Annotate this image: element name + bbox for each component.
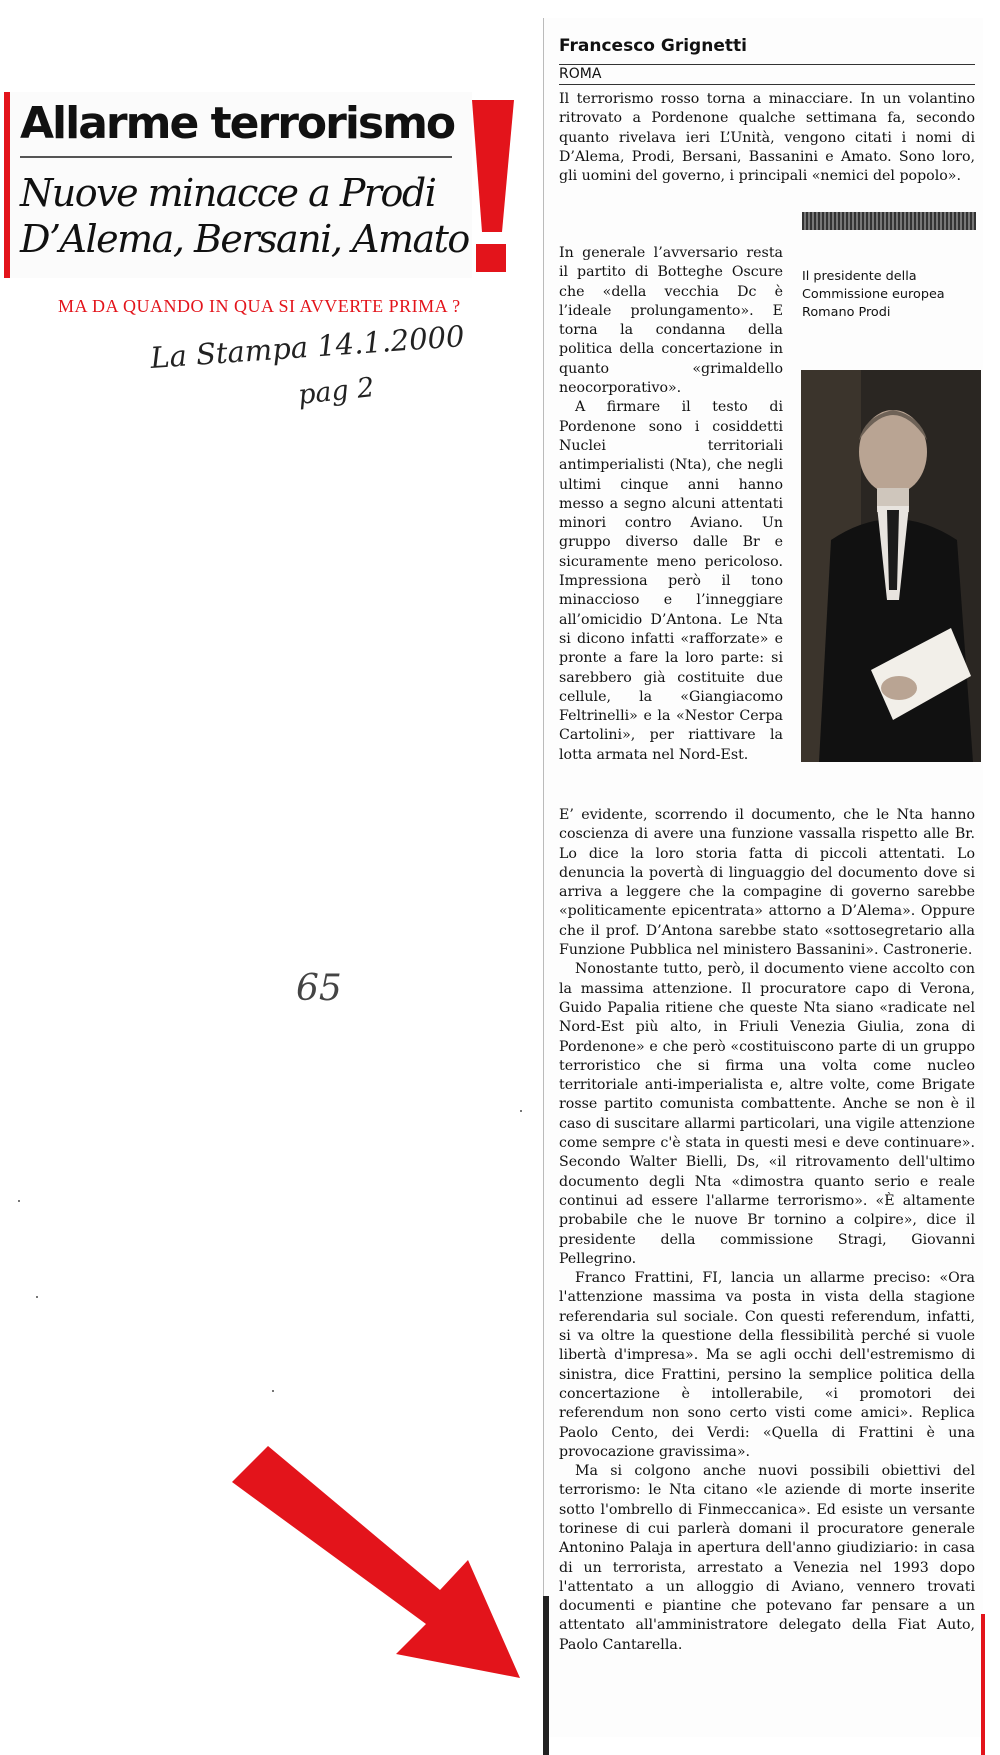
exclamation-mark-icon xyxy=(468,98,516,274)
article-intro xyxy=(559,90,975,186)
caption-band xyxy=(802,212,976,230)
subheadline-line: Nuove minacce a Prodi xyxy=(20,171,436,215)
article-paragraph: Ma si colgono anche nuovi possibili obiettivi del terrorismo: le Nta citano «le aziende di morte inserite sotto l'ombrello di Finmeccanica». Ed esiste un versante torinese di cui parlerà domani il procuratore generale Antonino Palaja in apertura dell'anno giudiziario: in casa di un terrorista, arrestato a Venezia nel 1993 dopo l'attentato a un alloggio di Aviano, vennero trovati documenti e piantine che potevano far pensare a un attentato all'amministratore delegato della Fiat Auto, Paolo Cantarella. xyxy=(559,1463,975,1653)
highlight-margin-bar xyxy=(543,1596,549,1755)
photo-caption: Il presidente della Commissione europea Romano Prodi xyxy=(802,269,945,320)
handwritten-source-note: La Stampa 14.1.2000 xyxy=(149,319,466,375)
article-clipping xyxy=(543,18,983,1737)
article-paragraph: E’ evidente, scorrendo il documento, che le Nta hanno coscienza di avere una funzione vassalla rispetto alle Br. Lo dice la loro storia fatta di piccoli attentati. Lo denuncia la povertà di linguaggio del documento dove si arriva a leggere che la compagine di governo sarebbe «politicamente epicentrata» attorno a D’Alema». Oppure che il prof. D’Antona sarebbe stato «sottosegretario alla Funzione Pubblica nel ministero Bassanini». Castronerie. xyxy=(559,807,975,959)
portrait-figure xyxy=(801,370,981,762)
dateline-rule xyxy=(559,84,975,85)
subheadline-line: D’Alema, Bersani, Amato xyxy=(20,217,469,261)
narrow-column xyxy=(559,244,783,765)
handwritten-number: 65 xyxy=(296,968,342,1009)
scan-speck xyxy=(520,1110,522,1112)
headline-rule xyxy=(20,156,452,158)
red-edge-mark xyxy=(981,1614,985,1755)
scan-speck xyxy=(18,1200,20,1202)
handwritten-page-note: pag 2 xyxy=(296,372,376,411)
intro-paragraph: Il terrorismo rosso torna a minacciare. In un volantino ritrovato a Pordenone qualche settimana fa, secondo quanto rivelava ieri L’Unità, vengono citati i nomi di D’Alema, Prodi, Bersani, Bassanini e Amato. Sono loro, gli uomini del governo, i principali «nemici del popolo». xyxy=(559,91,975,185)
article-paragraph: Franco Frattini, FI, lancia un allarme preciso: «Ora l'attenzione massima va posta in vista della stagione referendaria sul sociale. Con questi referendum, infatti, si va oltre la questione della flessibilità perché si vuole libertà d'impresa». Ma se agli occhi dell'estremismo di sinistra, dice Frattini, persino la semplice politica della concertazione è intollerabile, «i promotori dei referendum non sono certo visti come amici». Replica Paolo Cento, dei Verdi: «Quella di Frattini è una provocazione gravissima». xyxy=(559,1270,975,1460)
portrait-photo xyxy=(801,370,981,762)
red-arrow-icon xyxy=(230,1440,530,1680)
clipping-edge xyxy=(543,18,544,1737)
red-margin-bar xyxy=(4,92,10,278)
byline-rule xyxy=(559,64,975,65)
dateline: ROMA xyxy=(559,66,602,82)
subheadline xyxy=(20,170,469,262)
scan-speck xyxy=(272,1390,274,1392)
author-byline: Francesco Grignetti xyxy=(559,36,747,56)
article-paragraph: A firmare il testo di Pordenone sono i cosiddetti Nuclei territoriali antimperialisti (Nta), che negli ultimi cinque anni hanno messo a segno alcuni attentati minori contro Aviano. Un gruppo diverso dalle Br e sicuramente meno pericoloso. Impressiona però il tono minaccioso e l’inneggiare all’omicidio D’Antona. Le Nta si dicono infatti «rafforzate» e pronte a fare la loro parte: si sarebbero già costituite due cellule, la «Giangiacomo Feltrinelli» e la «Nestor Cerpa Cartolini», per riattivare la lotta armata nel Nord-Est. xyxy=(559,399,783,763)
red-annotation: MA DA QUANDO IN QUA SI AVVERTE PRIMA ? xyxy=(58,296,461,316)
article-paragraph: In generale l’avversario resta il partito di Botteghe Oscure che «della vecchia Dc è l’ideale prolungamento». E torna la condanna della politica della concertazione in quanto «grimaldello neocorporativo». xyxy=(559,245,783,397)
headline: Allarme terrorismo xyxy=(20,98,455,149)
article-paragraph: Nonostante tutto, però, il documento viene accolto con la massima attenzione. Il procuratore capo di Verona, Guido Papalia ritiene che queste Nta siano «radicate nel Nord-Est più alto, in Friuli Venezia Giulia, zona di Pordenone» e che però «costituiscono parte di un gruppo terroristico che si firma una volta come nucleo territoriale anti-imperialista e, altre volte, come Brigate rosse partito comunista combattente. Anche se non è il caso di suscitare allarmi particolari, una vigile attenzione come sempre c'è stata in questi mesi e deve continuare». Secondo Walter Bielli, Ds, «il ritrovamento dell'ultimo documento degli Nta «dimostra quanto serio e reale continui ad essere l'allarme terrorismo». «È altamente probabile che le nuove Br tornino a colpire», dice il presidente della commissione Stragi, Giovanni Pellegrino. xyxy=(559,961,975,1267)
headline-clipping xyxy=(4,92,472,278)
scan-speck xyxy=(36,1296,38,1298)
article-body xyxy=(559,806,975,1655)
